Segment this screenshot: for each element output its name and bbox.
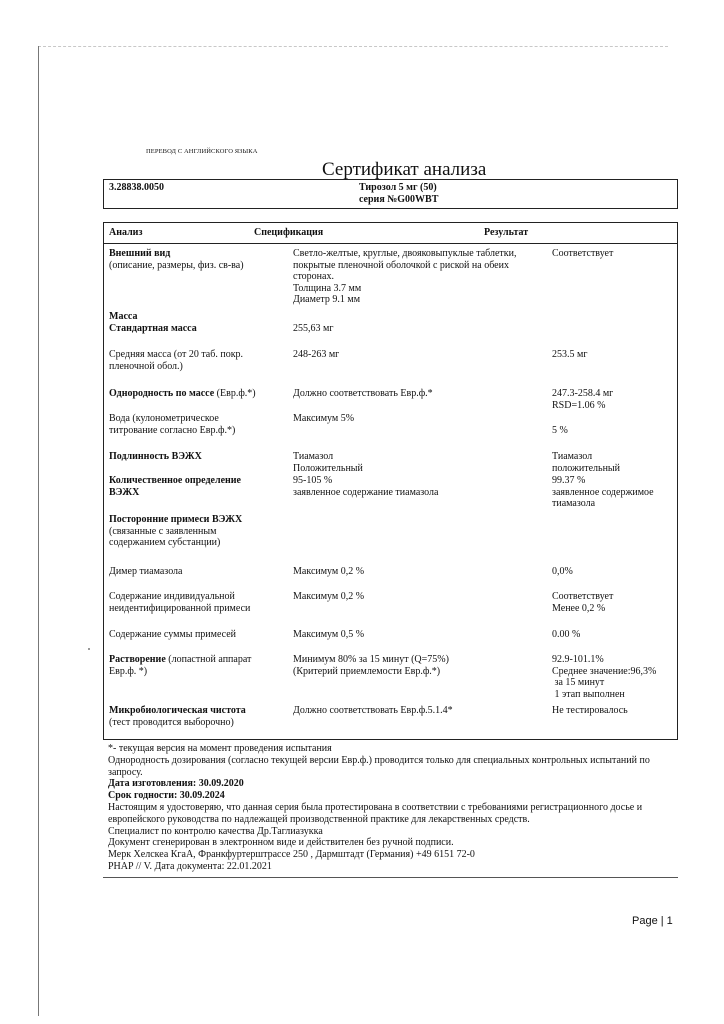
identity-result-substance: Тиамазол (552, 451, 593, 462)
standard-mass-label: Стандартная масса (109, 322, 197, 334)
column-analysis: Анализ (109, 227, 143, 238)
assay-result-value: 99.37 % (552, 475, 586, 486)
identity-label: Подлинность ВЭЖХ (109, 451, 202, 462)
dissolution-spec-note: (Критерий приемлемости Евр.ф.*) (293, 665, 441, 677)
scan-edge-top (38, 46, 668, 47)
scan-edge-left (38, 46, 39, 1016)
appearance-label: Внешний вид (109, 248, 171, 259)
document-title: Сертификат анализа (322, 159, 487, 180)
dissolution-sub: (лопастной аппарат Евр.ф. *) (109, 654, 252, 677)
avg-mass-result: 253.5 мг (552, 349, 588, 360)
product-name (359, 182, 438, 206)
uniformity-result-range: 247.3-258.4 мг (552, 388, 614, 399)
qc-specialist: Специалист по контролю качества Др.Таглиазукка (108, 825, 323, 837)
appearance-spec: Светло-желтые, круглые, двояковыпуклые таблетки, покрытые пленочной оболочкой с риской на обеих сторонах. (293, 248, 517, 283)
certification-statement: Настоящим я удостоверяю, что данная серия была протестирована в соответствии с требованиями регистрационного досье и европейского руководства по надлежащей производственной практике для лекарственных средств. (108, 801, 643, 825)
dissolution-result-range: 92.9-101.1% (552, 654, 604, 665)
dissolution-result-time: за 15 минут (554, 677, 605, 689)
identity-spec-substance: Тиамазол (293, 451, 334, 462)
footnote-current-version: *- текущая версия на момент проведения испытания (108, 743, 332, 754)
manufacture-date: Дата изготовления: 30.09.2020 (108, 778, 244, 790)
total-impurities-label: Содержание суммы примесей (109, 629, 237, 640)
dissolution-result-mean: Среднее значение:96,3% (552, 665, 657, 677)
appearance-thickness: Толщина 3.7 мм (293, 282, 362, 294)
identity-spec-positive: Положительный (293, 462, 363, 474)
identity-result-positive: положительный (552, 462, 621, 474)
dissolution-spec-criteria: Минимум 80% за 15 минут (Q=75%) (293, 654, 449, 665)
water-spec: Максимум 5% (293, 413, 355, 424)
uniformity-label: Однородность по массе (109, 388, 215, 399)
batch-number: серия №G00WBT (359, 194, 439, 205)
scan-speck (88, 648, 90, 650)
uniformity-result-rsd: RSD=1.06 % (552, 399, 606, 411)
single-impurity-spec: Максимум 0,2 % (293, 591, 365, 602)
mass-title: Масса (109, 311, 138, 322)
assay-result-desc: заявленное содержимое тиамазола (552, 486, 654, 510)
micro-spec: Должно соответствовать Евр.ф.5.1.4* (293, 705, 453, 716)
electronic-note: Документ сгенерирован в электронном виде и действителен без ручной подписи. (108, 837, 454, 849)
document-date: PHAP // V. Дата документа: 22.01.2021 (108, 860, 272, 872)
translation-note: ПЕРЕВОД С АНГЛИЙСКОГО ЯЗЫКА (146, 148, 258, 155)
total-impurities-result: 0.00 % (552, 629, 581, 640)
uniformity-sub: (Евр.ф.*) (214, 388, 256, 399)
footnote-uniformity: Однородность дозирования (согласно текущей версии Евр.ф.) проводится только для специальных контрольных испытаний по запросу. (108, 754, 650, 778)
micro-result: Не тестировалось (552, 705, 628, 716)
company-address: Мерк Хелскеа КгаА, Франкфуртерштрассе 250 , Дармштадт (Германия) +49 6151 72-0 (108, 849, 475, 861)
appearance-sub: (описание, размеры, физ. св-ва) (109, 259, 244, 271)
header-divider (104, 243, 677, 244)
impurities-label: Посторонние примеси ВЭЖХ (109, 514, 243, 525)
bottom-divider (103, 877, 678, 878)
page-number: Page | 1 (632, 915, 673, 927)
product-code: 3.28838.0050 (109, 182, 164, 193)
single-impurity-result-value: Менее 0,2 % (552, 602, 606, 614)
column-specification: Спецификация (254, 227, 324, 238)
column-result: Результат (484, 227, 529, 238)
dimer-result: 0,0% (552, 566, 573, 577)
micro-sub: (тест проводится выборочно) (109, 716, 234, 728)
footer-notes (108, 743, 678, 873)
avg-mass-label: Средняя масса (от 20 таб. покр. пленочной обол.) (109, 349, 244, 372)
assay-spec-range: 95-105 % (293, 475, 333, 486)
assay-label: Количественное определение ВЭЖХ (109, 475, 241, 498)
total-impurities-spec: Максимум 0,5 % (293, 629, 365, 640)
impurities-sub: (связанные с заявленным содержанием субстанции) (109, 525, 221, 549)
dissolution-label: Растворение (109, 654, 166, 665)
dissolution-result-stage: 1 этап выполнен (554, 688, 625, 700)
single-impurity-label: Содержание индивидуальной неидентифицированной примеси (109, 591, 251, 614)
appearance-result: Соответствует (552, 248, 614, 259)
product-line-1: Тирозол 5 мг (50) (359, 182, 437, 193)
analysis-table (103, 222, 678, 740)
appearance-diameter: Диаметр 9.1 мм (293, 294, 361, 306)
assay-spec-desc: заявленное содержание тиамазола (293, 486, 439, 498)
standard-mass-spec: 255,63 мг (293, 322, 334, 334)
dimer-spec: Максимум 0,2 % (293, 566, 365, 577)
water-label: Вода (кулонометрическое титрование согласно Евр.ф.*) (109, 413, 236, 436)
product-header (103, 179, 678, 209)
single-impurity-result-status: Соответствует (552, 591, 614, 602)
micro-label: Микробиологическая чистота (109, 705, 246, 716)
water-result: 5 % (552, 424, 568, 436)
uniformity-spec: Должно соответствовать Евр.ф.* (293, 388, 433, 399)
expiry-date: Срок годности: 30.09.2024 (108, 790, 225, 802)
dimer-label: Димер тиамазола (109, 566, 183, 577)
avg-mass-spec: 248-263 мг (293, 349, 340, 360)
